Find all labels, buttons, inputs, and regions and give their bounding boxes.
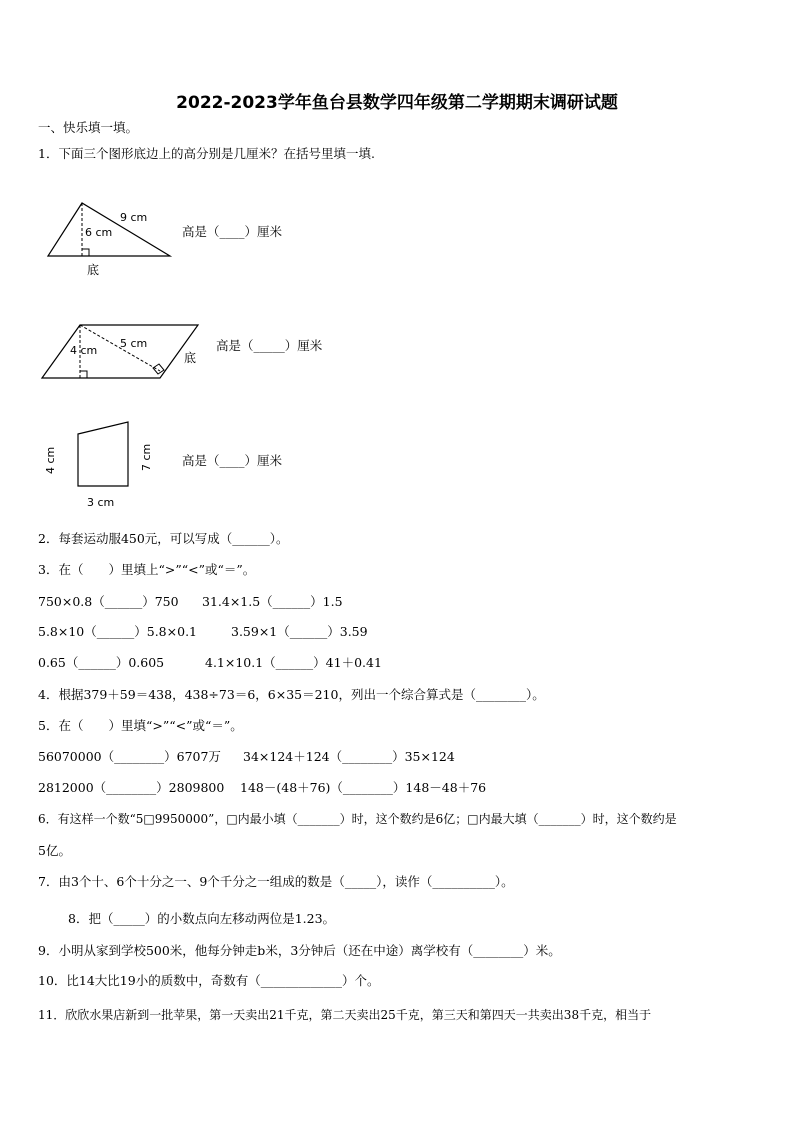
- question-2: 2．每套运动服450元，可以写成（______）。: [38, 531, 289, 546]
- question-1: 1．下面三个图形底边上的高分别是几厘米？在括号里填一填.: [38, 146, 375, 161]
- section-heading: 一、快乐填一填。: [38, 120, 139, 135]
- question-4: 4．根据379＋59＝438，438÷73＝6，6×35＝210，列出一个综合算式是（________）。: [38, 687, 545, 702]
- question-5: 5．在（ ）里填“>”“<”或“＝”。: [38, 718, 243, 733]
- triangle-base-label: 底: [87, 263, 100, 277]
- question-8: 8．把（_____）的小数点向左移动两位是1.23。: [68, 911, 336, 926]
- triangle-side-label: 9 cm: [120, 211, 148, 224]
- q3-item: 31.4×1.5（______）1.5: [202, 594, 343, 609]
- trapezoid-right-label: 7 cm: [140, 443, 153, 471]
- trapezoid-bottom-label: 3 cm: [87, 496, 115, 509]
- q3-item: 5.8×10（______）5.8×0.1: [38, 624, 197, 639]
- question-6: 6．有这样一个数“5□9950000”，□内最小填（_______）时，这个数约是6亿；□内最大填（_______）时，这个数约是: [38, 812, 677, 826]
- trapezoid-left-label: 4 cm: [44, 446, 57, 474]
- q5-item: 148－(48＋76)（________）148－48＋76: [240, 780, 487, 795]
- parallelogram-base-label: 底: [184, 351, 197, 365]
- triangle-height-label: 6 cm: [85, 226, 113, 239]
- q5-item: 56070000（________）6707万: [38, 749, 221, 764]
- question-3: 3．在（ ）里填上“>”“<”或“＝”。: [38, 562, 256, 577]
- question-6-cont: 5亿。: [38, 843, 71, 858]
- answer-3-blank[interactable]: 高是（____）厘米: [182, 453, 283, 468]
- trapezoid-figure: [40, 416, 160, 512]
- parallelogram-side-label: 5 cm: [120, 337, 148, 350]
- parallelogram-figure: [38, 318, 213, 386]
- answer-2-blank[interactable]: 高是（_____）厘米: [216, 338, 323, 353]
- page-title: 2022-2023学年鱼台县数学四年级第二学期期末调研试题: [176, 93, 618, 113]
- answer-1-blank[interactable]: 高是（____）厘米: [182, 224, 283, 239]
- question-9: 9．小明从家到学校500米，他每分钟走b米，3分钟后（还在中途）离学校有（________）米。: [38, 943, 561, 958]
- q3-item: 750×0.8（______）750: [38, 594, 179, 609]
- triangle-figure: [40, 196, 180, 278]
- q5-item: 2812000（________）2809800: [38, 780, 225, 795]
- question-7: 7．由3个十、6个十分之一、9个千分之一组成的数是（_____），读作（__________）。: [38, 874, 514, 889]
- parallelogram-height-label: 4 cm: [70, 344, 98, 357]
- q5-item: 34×124＋124（________）35×124: [243, 749, 455, 764]
- q3-item: 0.65（______）0.605: [38, 655, 165, 670]
- question-11: 11．欣欣水果店新到一批苹果，第一天卖出21千克，第二天卖出25千克，第三天和第四天一共卖出38千克，相当于: [38, 1008, 652, 1022]
- q3-item: 4.1×10.1（______）41＋0.41: [205, 655, 382, 670]
- q3-item: 3.59×1（______）3.59: [231, 624, 368, 639]
- question-10: 10．比14大比19小的质数中，奇数有（_____________）个。: [38, 973, 380, 988]
